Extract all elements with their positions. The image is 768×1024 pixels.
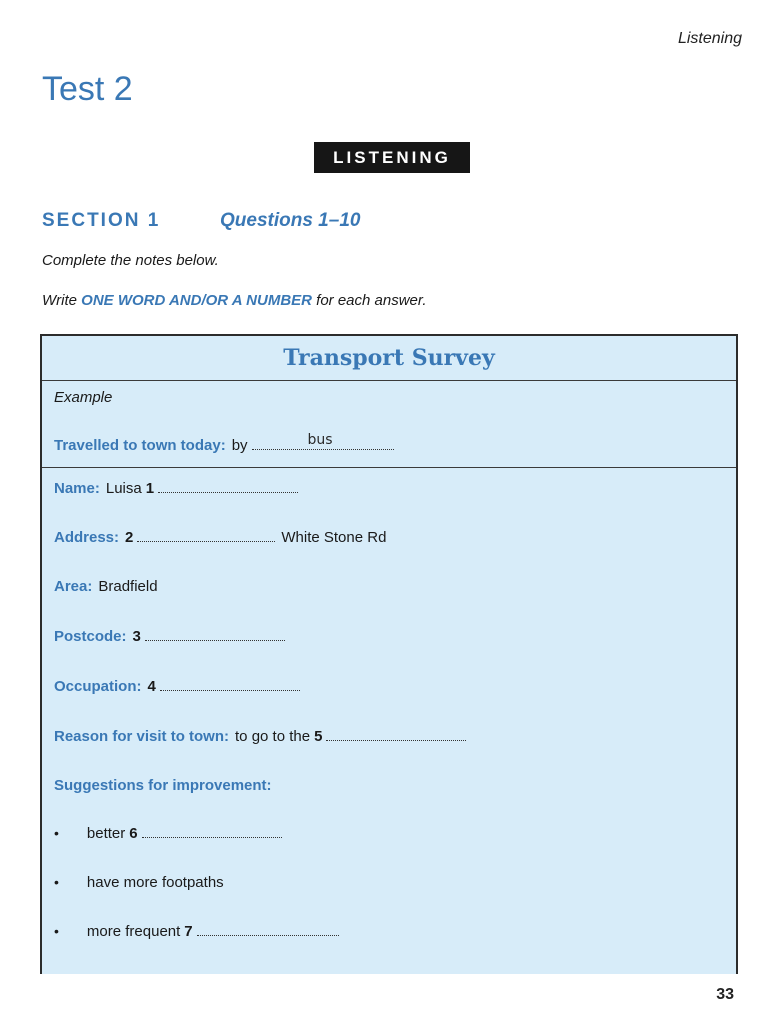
page-number: 33 <box>716 986 734 1003</box>
address-label: Address: <box>54 529 120 546</box>
name-label: Name: <box>54 480 100 497</box>
answer-blank-1[interactable] <box>158 480 298 493</box>
section-label: SECTION 1 <box>42 210 161 231</box>
address-row <box>54 529 390 546</box>
example-label: Example <box>54 389 113 406</box>
occupation-row <box>54 678 306 695</box>
example-block <box>42 381 736 468</box>
question-number-2: 2 <box>125 529 134 546</box>
suggestions-label: Suggestions for improvement: <box>54 777 272 794</box>
listening-banner: LISTENING <box>314 142 470 173</box>
bullet-icon: • <box>54 825 59 841</box>
notes-title: Transport Survey <box>42 336 736 381</box>
name-text: Luisa <box>105 480 142 497</box>
area-row <box>54 578 162 595</box>
instruction-complete-notes: Complete the notes below. <box>42 252 219 269</box>
list-item <box>54 825 288 842</box>
list-item <box>54 923 345 940</box>
answer-blank-4[interactable] <box>160 678 300 691</box>
area-text: Bradfield <box>98 578 158 595</box>
question-number-6: 6 <box>129 825 138 842</box>
reason-label: Reason for visit to town: <box>54 728 230 745</box>
question-number-4: 4 <box>147 678 156 695</box>
area-label: Area: <box>54 578 93 595</box>
question-number-1: 1 <box>145 480 155 497</box>
bullet-icon: • <box>54 874 59 890</box>
running-head: Listening <box>677 30 742 47</box>
postcode-label: Postcode: <box>54 628 127 645</box>
address-suffix: White Stone Rd <box>281 529 387 546</box>
questions-range: Questions 1–10 <box>220 210 361 231</box>
instruction-emphasis: ONE WORD AND/OR A NUMBER <box>81 292 312 309</box>
occupation-label: Occupation: <box>54 678 142 695</box>
example-answer: bus <box>307 432 333 448</box>
example-row <box>54 432 400 454</box>
name-row <box>54 480 304 497</box>
example-field-label: Travelled to town today: <box>54 437 226 454</box>
reason-row <box>54 728 472 745</box>
suggestion-text: more frequent <box>86 923 181 940</box>
instruction-word-limit <box>42 292 427 309</box>
postcode-row <box>54 628 291 645</box>
suggestion-text: have more footpaths <box>86 874 224 891</box>
instruction-suffix: for each answer. <box>312 292 427 309</box>
answer-blank-2[interactable] <box>137 529 275 542</box>
answer-blank-6[interactable] <box>142 825 282 838</box>
suggestions-row <box>54 777 278 794</box>
answer-blank-3[interactable] <box>145 628 285 641</box>
test-title: Test 2 <box>42 70 133 108</box>
reason-text: to go to the <box>235 728 311 745</box>
suggestion-text: better <box>86 825 126 842</box>
notes-box <box>40 334 738 974</box>
example-prefix: by <box>231 437 248 454</box>
question-number-3: 3 <box>132 628 141 645</box>
instruction-prefix: Write <box>42 292 82 309</box>
answer-blank-7[interactable] <box>197 923 339 936</box>
list-item <box>54 874 228 891</box>
question-number-5: 5 <box>314 728 323 745</box>
example-answer-blank <box>252 432 394 450</box>
answer-blank-5[interactable] <box>326 728 466 741</box>
bullet-icon: • <box>54 923 59 939</box>
section-heading <box>42 210 360 232</box>
question-number-7: 7 <box>184 923 193 940</box>
